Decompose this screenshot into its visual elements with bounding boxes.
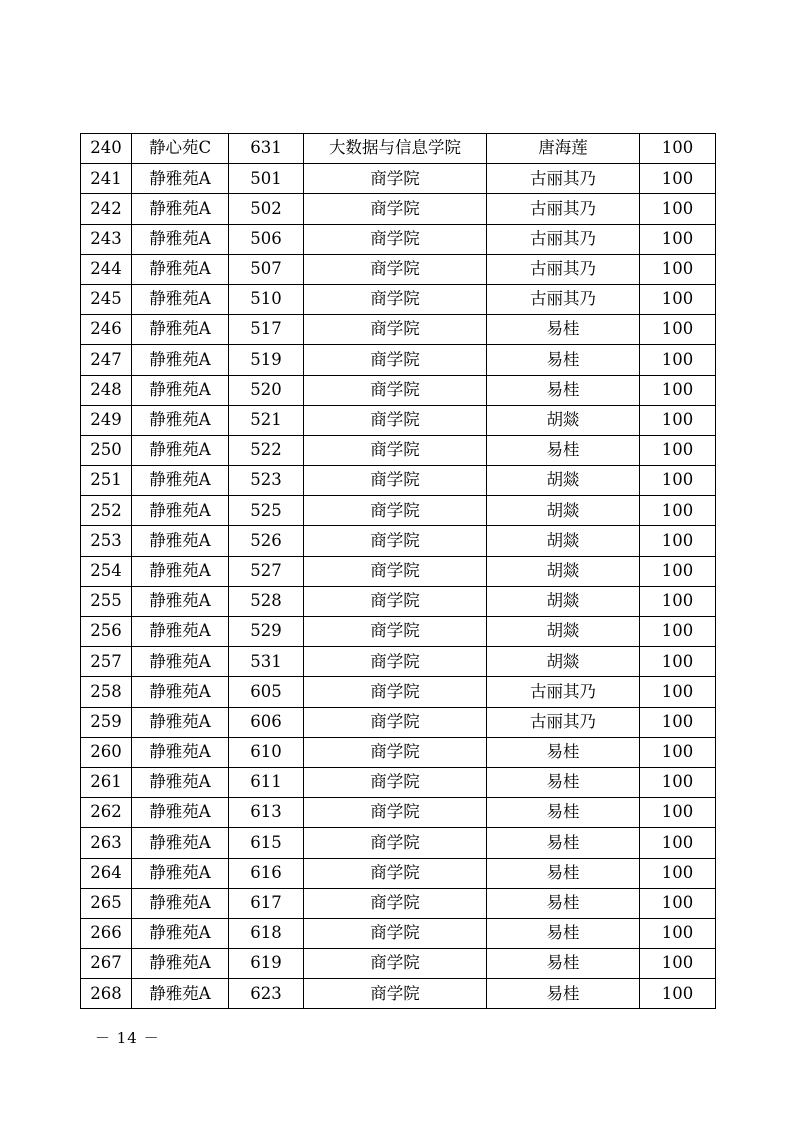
row-number-cell: 253 [81, 526, 132, 556]
row-number-cell: 252 [81, 496, 132, 526]
score-cell: 100 [640, 435, 716, 465]
room-cell: 525 [229, 496, 304, 526]
counselor-cell: 古丽其乃 [487, 284, 640, 314]
table-row [81, 164, 716, 194]
row-number-cell: 249 [81, 405, 132, 435]
table-row [81, 556, 716, 586]
score-cell: 100 [640, 586, 716, 616]
score-cell: 100 [640, 315, 716, 345]
score-cell: 100 [640, 677, 716, 707]
building-cell: 静雅苑A [132, 918, 229, 948]
college-cell: 商学院 [304, 435, 487, 465]
row-number-cell: 241 [81, 164, 132, 194]
college-cell: 商学院 [304, 254, 487, 284]
room-cell: 613 [229, 798, 304, 828]
college-cell: 商学院 [304, 194, 487, 224]
counselor-cell: 易桂 [487, 888, 640, 918]
room-cell: 522 [229, 435, 304, 465]
room-cell: 527 [229, 556, 304, 586]
college-cell: 商学院 [304, 164, 487, 194]
building-cell: 静雅苑A [132, 617, 229, 647]
counselor-cell: 胡燚 [487, 526, 640, 556]
score-cell: 100 [640, 617, 716, 647]
score-cell: 100 [640, 134, 716, 164]
room-cell: 523 [229, 466, 304, 496]
score-cell: 100 [640, 949, 716, 979]
college-cell: 商学院 [304, 405, 487, 435]
college-cell: 商学院 [304, 737, 487, 767]
score-cell: 100 [640, 284, 716, 314]
counselor-cell: 胡燚 [487, 556, 640, 586]
row-number-cell: 263 [81, 828, 132, 858]
building-cell: 静雅苑A [132, 194, 229, 224]
building-cell: 静雅苑A [132, 828, 229, 858]
table-row [81, 466, 716, 496]
table-row [81, 918, 716, 948]
college-cell: 商学院 [304, 767, 487, 797]
counselor-cell: 古丽其乃 [487, 677, 640, 707]
row-number-cell: 264 [81, 858, 132, 888]
college-cell: 商学院 [304, 707, 487, 737]
table-row [81, 224, 716, 254]
room-cell: 531 [229, 647, 304, 677]
building-cell: 静雅苑A [132, 345, 229, 375]
building-cell: 静雅苑A [132, 647, 229, 677]
row-number-cell: 246 [81, 315, 132, 345]
counselor-cell: 易桂 [487, 435, 640, 465]
building-cell: 静雅苑A [132, 315, 229, 345]
row-number-cell: 240 [81, 134, 132, 164]
table-row [81, 254, 716, 284]
building-cell: 静雅苑A [132, 586, 229, 616]
building-cell: 静雅苑A [132, 888, 229, 918]
room-cell: 617 [229, 888, 304, 918]
row-number-cell: 251 [81, 466, 132, 496]
room-cell: 510 [229, 284, 304, 314]
building-cell: 静雅苑A [132, 677, 229, 707]
score-cell: 100 [640, 828, 716, 858]
table-row [81, 798, 716, 828]
counselor-cell: 胡燚 [487, 466, 640, 496]
row-number-cell: 245 [81, 284, 132, 314]
score-cell: 100 [640, 737, 716, 767]
score-cell: 100 [640, 918, 716, 948]
row-number-cell: 262 [81, 798, 132, 828]
building-cell: 静雅苑A [132, 949, 229, 979]
table-body [81, 134, 716, 1009]
college-cell: 商学院 [304, 798, 487, 828]
counselor-cell: 易桂 [487, 979, 640, 1009]
table-row [81, 707, 716, 737]
room-cell: 519 [229, 345, 304, 375]
counselor-cell: 易桂 [487, 798, 640, 828]
table-row [81, 496, 716, 526]
table-row [81, 405, 716, 435]
table-row [81, 888, 716, 918]
score-cell: 100 [640, 254, 716, 284]
table-row [81, 375, 716, 405]
score-cell: 100 [640, 979, 716, 1009]
table-row [81, 315, 716, 345]
building-cell: 静雅苑A [132, 858, 229, 888]
row-number-cell: 255 [81, 586, 132, 616]
college-cell: 商学院 [304, 918, 487, 948]
college-cell: 商学院 [304, 617, 487, 647]
table-row [81, 134, 716, 164]
room-cell: 615 [229, 828, 304, 858]
score-cell: 100 [640, 194, 716, 224]
counselor-cell: 易桂 [487, 737, 640, 767]
building-cell: 静雅苑A [132, 496, 229, 526]
row-number-cell: 266 [81, 918, 132, 948]
score-cell: 100 [640, 858, 716, 888]
college-cell: 商学院 [304, 284, 487, 314]
row-number-cell: 257 [81, 647, 132, 677]
room-cell: 631 [229, 134, 304, 164]
room-cell: 501 [229, 164, 304, 194]
room-cell: 528 [229, 586, 304, 616]
counselor-cell: 胡燚 [487, 647, 640, 677]
score-cell: 100 [640, 466, 716, 496]
counselor-cell: 易桂 [487, 315, 640, 345]
counselor-cell: 易桂 [487, 767, 640, 797]
room-cell: 618 [229, 918, 304, 948]
score-cell: 100 [640, 526, 716, 556]
room-cell: 611 [229, 767, 304, 797]
counselor-cell: 唐海莲 [487, 134, 640, 164]
counselor-cell: 古丽其乃 [487, 254, 640, 284]
counselor-cell: 易桂 [487, 918, 640, 948]
row-number-cell: 258 [81, 677, 132, 707]
room-cell: 623 [229, 979, 304, 1009]
room-cell: 520 [229, 375, 304, 405]
score-cell: 100 [640, 375, 716, 405]
college-cell: 商学院 [304, 224, 487, 254]
table-row [81, 677, 716, 707]
row-number-cell: 250 [81, 435, 132, 465]
table-row [81, 194, 716, 224]
counselor-cell: 胡燚 [487, 405, 640, 435]
building-cell: 静雅苑A [132, 405, 229, 435]
row-number-cell: 242 [81, 194, 132, 224]
counselor-cell: 易桂 [487, 949, 640, 979]
room-cell: 507 [229, 254, 304, 284]
table-row [81, 586, 716, 616]
building-cell: 静雅苑A [132, 254, 229, 284]
score-cell: 100 [640, 224, 716, 254]
college-cell: 商学院 [304, 556, 487, 586]
college-cell: 商学院 [304, 888, 487, 918]
building-cell: 静雅苑A [132, 767, 229, 797]
table-row [81, 284, 716, 314]
row-number-cell: 256 [81, 617, 132, 647]
table-row [81, 858, 716, 888]
row-number-cell: 268 [81, 979, 132, 1009]
room-cell: 606 [229, 707, 304, 737]
row-number-cell: 254 [81, 556, 132, 586]
college-cell: 商学院 [304, 496, 487, 526]
building-cell: 静雅苑A [132, 284, 229, 314]
table-row [81, 345, 716, 375]
table-row [81, 435, 716, 465]
room-cell: 616 [229, 858, 304, 888]
building-cell: 静雅苑A [132, 466, 229, 496]
score-cell: 100 [640, 405, 716, 435]
college-cell: 商学院 [304, 677, 487, 707]
building-cell: 静雅苑A [132, 737, 229, 767]
college-cell: 商学院 [304, 979, 487, 1009]
room-cell: 506 [229, 224, 304, 254]
row-number-cell: 265 [81, 888, 132, 918]
row-number-cell: 259 [81, 707, 132, 737]
building-cell: 静雅苑A [132, 798, 229, 828]
counselor-cell: 古丽其乃 [487, 224, 640, 254]
row-number-cell: 247 [81, 345, 132, 375]
room-cell: 605 [229, 677, 304, 707]
score-cell: 100 [640, 345, 716, 375]
page-number: － 14 － [95, 1029, 160, 1047]
table-row [81, 526, 716, 556]
building-cell: 静雅苑A [132, 224, 229, 254]
college-cell: 商学院 [304, 858, 487, 888]
row-number-cell: 261 [81, 767, 132, 797]
room-cell: 619 [229, 949, 304, 979]
counselor-cell: 古丽其乃 [487, 194, 640, 224]
building-cell: 静心苑C [132, 134, 229, 164]
row-number-cell: 267 [81, 949, 132, 979]
college-cell: 商学院 [304, 828, 487, 858]
room-cell: 502 [229, 194, 304, 224]
counselor-cell: 古丽其乃 [487, 164, 640, 194]
building-cell: 静雅苑A [132, 707, 229, 737]
table-row [81, 737, 716, 767]
room-cell: 610 [229, 737, 304, 767]
counselor-cell: 易桂 [487, 858, 640, 888]
room-cell: 517 [229, 315, 304, 345]
row-number-cell: 260 [81, 737, 132, 767]
dormitory-score-table [80, 133, 716, 1009]
building-cell: 静雅苑A [132, 979, 229, 1009]
score-cell: 100 [640, 496, 716, 526]
row-number-cell: 244 [81, 254, 132, 284]
college-cell: 商学院 [304, 647, 487, 677]
college-cell: 商学院 [304, 345, 487, 375]
counselor-cell: 易桂 [487, 828, 640, 858]
building-cell: 静雅苑A [132, 526, 229, 556]
college-cell: 商学院 [304, 466, 487, 496]
college-cell: 商学院 [304, 315, 487, 345]
counselor-cell: 易桂 [487, 375, 640, 405]
building-cell: 静雅苑A [132, 375, 229, 405]
room-cell: 521 [229, 405, 304, 435]
score-cell: 100 [640, 647, 716, 677]
college-cell: 商学院 [304, 375, 487, 405]
table-row [81, 949, 716, 979]
score-cell: 100 [640, 556, 716, 586]
college-cell: 商学院 [304, 949, 487, 979]
table-row [81, 767, 716, 797]
score-cell: 100 [640, 767, 716, 797]
building-cell: 静雅苑A [132, 435, 229, 465]
room-cell: 529 [229, 617, 304, 647]
counselor-cell: 胡燚 [487, 586, 640, 616]
counselor-cell: 易桂 [487, 345, 640, 375]
score-cell: 100 [640, 798, 716, 828]
row-number-cell: 248 [81, 375, 132, 405]
table-row [81, 828, 716, 858]
building-cell: 静雅苑A [132, 164, 229, 194]
counselor-cell: 胡燚 [487, 496, 640, 526]
table-row [81, 979, 716, 1009]
table-row [81, 617, 716, 647]
score-cell: 100 [640, 888, 716, 918]
table-row [81, 647, 716, 677]
row-number-cell: 243 [81, 224, 132, 254]
college-cell: 大数据与信息学院 [304, 134, 487, 164]
college-cell: 商学院 [304, 526, 487, 556]
building-cell: 静雅苑A [132, 556, 229, 586]
counselor-cell: 胡燚 [487, 617, 640, 647]
score-cell: 100 [640, 707, 716, 737]
college-cell: 商学院 [304, 586, 487, 616]
score-cell: 100 [640, 164, 716, 194]
counselor-cell: 古丽其乃 [487, 707, 640, 737]
room-cell: 526 [229, 526, 304, 556]
